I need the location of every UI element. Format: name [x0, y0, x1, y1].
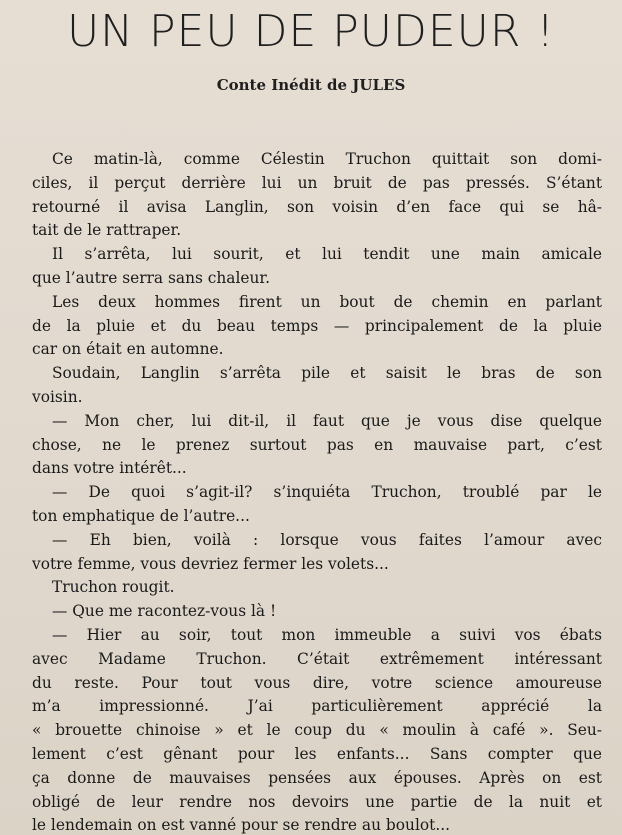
story-byline: Conte Inédit de JULES	[216, 76, 406, 94]
text-line: Soudain, Langlin s’arrêta pile et saisit le bras de son	[52, 364, 602, 383]
text-line: « brouette chinoise » et le coup du « moulin à café ». Seu-	[32, 721, 602, 740]
text-line: ça donne de mauvaises pensées aux épouses. Après on est	[32, 768, 602, 787]
text-line: avec Madame Truchon. C’était extrêmement intéressant	[32, 649, 602, 668]
text-line: dans votre intérêt...	[32, 459, 187, 478]
text-line: car on était en automne.	[32, 340, 224, 359]
text-line: ciles, il perçut derrière lui un bruit de pas pressés. S’étant	[32, 173, 602, 192]
text-line: ton emphatique de l’autre...	[32, 506, 250, 525]
text-line: — De quoi s’agit-il? s’inquiéta Truchon, troublé par le	[52, 483, 602, 502]
text-line: — Eh bien, voilà : lorsque vous faites l’amour avec	[52, 530, 602, 549]
text-line: — Hier au soir, tout mon immeuble a suivi vos ébats	[52, 625, 602, 644]
text-line: m’a impressionné. J’ai particulièrement apprécié la	[32, 697, 602, 716]
text-line: Ce matin-là, comme Célestin Truchon quittait son domi-	[52, 150, 602, 168]
text-line: Il s’arrêta, lui sourit, et lui tendit une main amicale	[52, 245, 602, 264]
text-line: lement c’est gênant pour les enfants... Sans compter que	[32, 744, 602, 763]
text-line: votre femme, vous devriez fermer les volets...	[32, 554, 389, 573]
text-line: retourné il avisa Langlin, son voisin d’en face qui se hâ-	[32, 197, 602, 216]
text-line: le lendemain on est vanné pour se rendre au boulot...	[32, 816, 450, 835]
text-line: — Mon cher, lui dit-il, il faut que je vous dise quelque	[52, 411, 602, 430]
text-line: chose, ne le prenez surtout pas en mauvaise part, c’est	[32, 435, 602, 454]
text-line: voisin.	[32, 387, 83, 406]
text-line: tait de le rattraper.	[32, 221, 182, 240]
story-body	[32, 148, 602, 835]
text-line: que l’autre serra sans chaleur.	[32, 268, 270, 287]
story-title: UN PEU DE PUDEUR !	[66, 6, 556, 57]
text-line: Truchon rougit.	[52, 578, 175, 597]
text-line: obligé de leur rendre nos devoirs une partie de la nuit et	[32, 792, 602, 811]
text-line: — Que me racontez-vous là !	[52, 602, 277, 621]
text-line: du reste. Pour tout vous dire, votre science amoureuse	[32, 673, 602, 692]
text-line: de la pluie et du beau temps — principalement de la pluie	[32, 316, 602, 335]
text-line: Les deux hommes firent un bout de chemin en parlant	[52, 292, 602, 311]
